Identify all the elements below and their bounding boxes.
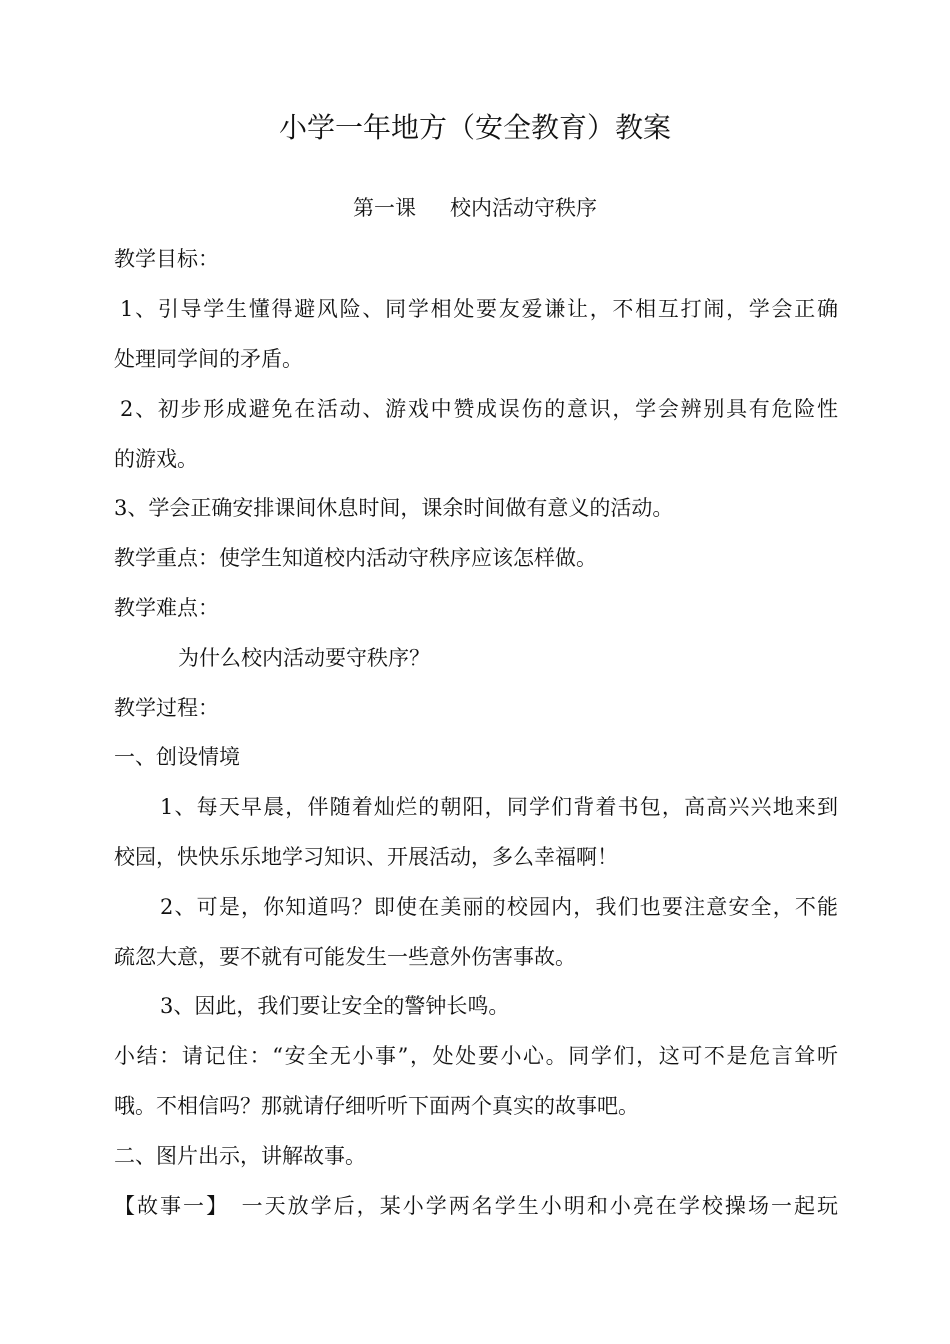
document-title: 小学一年地方（安全教育）教案: [278, 111, 671, 144]
paragraph-line: 小结：请记住：“安全无小事”，处处要小心。同学们，这可不是危言耸听: [114, 1044, 838, 1068]
section-heading-part-one: 一、创设情境: [114, 745, 240, 769]
paragraph-line: 2、初步形成避免在活动、游戏中赞成误伤的意识，学会辨别具有危险性: [120, 397, 838, 421]
section-heading-key-points: 教学重点：使学生知道校内活动守秩序应该怎样做。: [114, 546, 597, 570]
paragraph-line: 为什么校内活动要守秩序？: [178, 646, 430, 670]
paragraph-line: 1、引导学生懂得避风险、同学相处要友爱谦让，不相互打闹，学会正确: [120, 297, 838, 321]
paragraph-line: 的游戏。: [114, 447, 198, 471]
paragraph-line: 1、每天早晨，伴随着灿烂的朝阳，同学们背着书包，高高兴兴地来到: [160, 795, 838, 819]
lesson-heading: [0, 192, 950, 224]
lesson-title: 校内活动守秩序: [450, 196, 597, 220]
lesson-label: 第一课: [353, 196, 416, 220]
section-heading-difficulties: 教学难点：: [114, 596, 219, 620]
section-heading-part-two: 二、图片出示，讲解故事。: [114, 1144, 366, 1168]
paragraph-line: 【故事一】 一天放学后，某小学两名学生小明和小亮在学校操场一起玩: [114, 1194, 838, 1218]
paragraph-line: 3、因此，我们要让安全的警钟长鸣。: [160, 994, 510, 1018]
paragraph-line: 哦。不相信吗？那就请仔细听听下面两个真实的故事吧。: [114, 1094, 639, 1118]
section-heading-process: 教学过程：: [114, 696, 219, 720]
paragraph-line: 校园，快快乐乐地学习知识、开展活动，多么幸福啊！: [114, 845, 618, 869]
section-heading-objectives: 教学目标：: [114, 247, 219, 271]
paragraph-line: 疏忽大意，要不就有可能发生一些意外伤害事故。: [114, 945, 576, 969]
paragraph-line: 处理同学间的矛盾。: [114, 347, 303, 371]
paragraph-line: 2、可是，你知道吗？即使在美丽的校园内，我们也要注意安全，不能: [160, 895, 838, 919]
paragraph-line: 3、学会正确安排课间休息时间，课余时间做有意义的活动。: [114, 496, 674, 520]
